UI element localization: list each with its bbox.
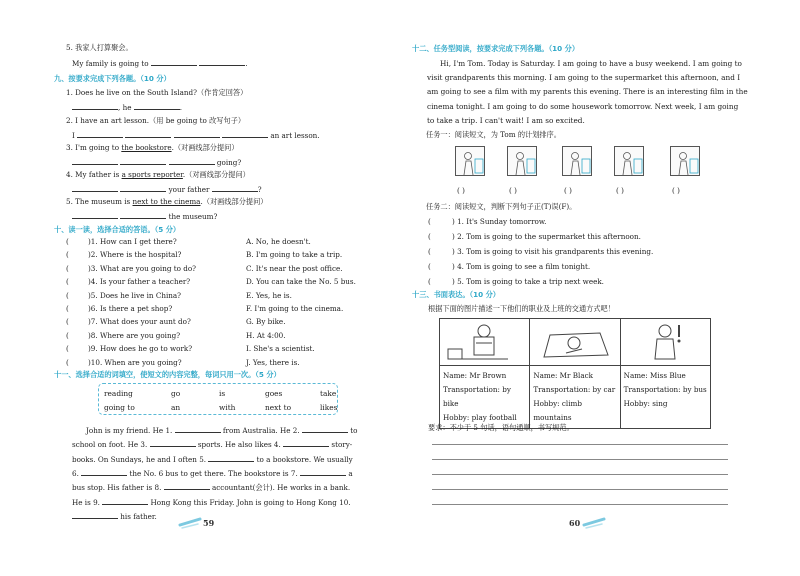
person-1-info [440, 366, 530, 429]
task-2: 任务二：阅读短文，判断下列句子正(T)误(F)。 [426, 202, 577, 211]
person-name: Name: Mr Black [533, 371, 594, 380]
match-question[interactable]: )7. What does your aunt do? [88, 317, 191, 327]
answer-line[interactable] [432, 444, 728, 445]
passage-text: a [348, 468, 353, 478]
blank[interactable] [151, 58, 197, 66]
s9-q3-answer [72, 157, 241, 168]
s9-q4 [66, 170, 250, 180]
word-bank-word: reading [104, 389, 133, 398]
match-answer: D. You can take the No. 5 bus. [246, 277, 356, 287]
passage-text: He is 9. [72, 497, 100, 507]
section-10-title: 十、读一读，选择合适的答语。（5 分） [54, 225, 181, 234]
person-transport: Transportation: by bike [443, 385, 511, 408]
underlined-phrase: the bookstore [121, 143, 172, 152]
passage-text: accountant(会计). He works in a bank. [211, 483, 351, 493]
text: I [72, 131, 75, 140]
blank[interactable] [212, 184, 258, 192]
shopping-picture [614, 146, 644, 176]
text: 3. I'm going to [66, 143, 122, 152]
match-answer: J. Yes, there is. [246, 357, 300, 367]
paren: ( [66, 277, 69, 287]
bus-rider-picture [621, 319, 709, 363]
order-answer-blank[interactable]: ( ) [457, 186, 465, 195]
s9-q1-answer [72, 102, 182, 113]
text: , he [118, 103, 132, 112]
text: your father [168, 185, 210, 194]
word-bank-word: with [219, 403, 236, 412]
passage-text: from Australia. He 2. [222, 426, 300, 435]
reading-line: to take a trip. I can't wait! I am so excited. [427, 115, 585, 125]
blank[interactable] [125, 130, 171, 138]
blank[interactable] [72, 184, 118, 192]
order-answer-blank[interactable]: ( ) [564, 186, 572, 195]
passage-text: story- [331, 440, 353, 450]
match-answer: H. At 4:00. [246, 330, 286, 340]
pic-cell [620, 319, 710, 366]
passage-line [72, 454, 353, 465]
q5-chinese: 5. 我家人打算聚会。 [66, 43, 133, 52]
passage-text: to [350, 426, 358, 435]
paren: ( [66, 357, 69, 367]
s9-q3 [66, 143, 239, 153]
passage-text: bus stop. His father is 8. [72, 483, 162, 493]
text: .（对画线部分提问） [182, 170, 250, 179]
family-visit-picture [455, 146, 485, 176]
answer-line[interactable] [432, 504, 728, 505]
trip-picture [670, 146, 700, 176]
section-9-title: 九、按要求完成下列各题。（10 分） [54, 74, 171, 83]
car-driver-picture [530, 319, 618, 363]
paren: ( [428, 247, 431, 256]
paren: ( [66, 317, 69, 327]
passage-text: 6. [72, 468, 79, 478]
q5-period: . [245, 59, 248, 68]
match-question[interactable]: )8. Where are you going? [88, 330, 181, 340]
word-bank-word: take [320, 389, 337, 398]
match-answer: B. I'm going to take a trip. [246, 250, 343, 260]
text: ? [257, 185, 262, 194]
blank[interactable] [72, 211, 118, 219]
section-13-title: 十三、书面表达。（10 分） [412, 290, 500, 299]
cyclist-picture [440, 319, 528, 363]
word-bank-word: an [171, 403, 181, 412]
answer-line[interactable] [432, 489, 728, 490]
s9-q1: 1. Does he live on the South Island?（作肯定回答） [66, 88, 248, 97]
page-number: 59 [203, 518, 215, 528]
reading-line: visit grandparents this morning. I am going to the supermarket this afternoon, and I [427, 73, 741, 83]
text: 4. My father is [66, 170, 122, 179]
passage-text: sports. He also likes 4. [197, 440, 281, 450]
match-question[interactable]: )9. How does he go to work? [88, 344, 193, 354]
passage-text: school on foot. He 3. [72, 440, 148, 450]
page-number: 60 [569, 518, 581, 528]
passage-text: to a bookstore. We usually [256, 454, 353, 464]
passage-line [72, 468, 353, 479]
person-name: Name: Miss Blue [623, 371, 686, 380]
word-bank-word: go [171, 389, 181, 398]
order-answer-blank[interactable]: ( ) [616, 186, 624, 195]
passage-line [72, 482, 350, 493]
passage-text: his father. [120, 511, 157, 521]
match-question[interactable]: )4. Is your father a teacher? [88, 277, 191, 287]
match-question[interactable]: )3. What are you going to do? [88, 263, 197, 273]
match-question[interactable]: )6. Is there a pet shop? [88, 304, 173, 313]
match-question[interactable]: )5. Does he live in China? [88, 290, 182, 300]
passage-text: books. On Sundays, he and I often 5. [72, 454, 207, 464]
blank[interactable] [174, 130, 220, 138]
tf-statement[interactable]: ) 2. Tom is going to the supermarket this afternoon. [452, 232, 641, 241]
blank[interactable] [150, 439, 196, 447]
cinema-picture [507, 146, 537, 176]
s9-q5 [66, 197, 267, 207]
answer-line[interactable] [432, 474, 728, 475]
tf-statement[interactable]: ) 3. Tom is going to visit his grandparents this evening. [452, 247, 654, 256]
word-bank-word: next to [265, 403, 292, 412]
word-bank-word: is [219, 389, 226, 398]
word-bank-word: going to [104, 403, 135, 412]
blank[interactable] [120, 211, 166, 219]
writing-prompt: 根据下面的图片描述一下他们的职业及上班的交通方式吧！ [428, 304, 615, 313]
text: an art lesson. [270, 131, 320, 140]
blank[interactable] [175, 425, 221, 433]
blank[interactable] [120, 157, 166, 165]
pencil-icon [178, 515, 204, 529]
q5-answer-line [72, 58, 248, 69]
text: .（对画线部分提问） [200, 197, 268, 206]
underlined-phrase: next to the cinema [132, 197, 201, 206]
passage-text: John is my friend. He 1. [86, 426, 173, 435]
housework-picture [562, 146, 592, 176]
q5-text: My family is going to [72, 59, 149, 68]
pencil-icon [582, 515, 608, 529]
blank[interactable] [72, 157, 118, 165]
passage-line [72, 439, 352, 450]
s9-q5-answer [72, 211, 217, 222]
person-hobby: Hobby: sing [623, 399, 668, 408]
person-transport: Transportation: by bus [623, 385, 707, 394]
passage-line [86, 425, 357, 436]
passage-line [72, 511, 157, 522]
task-1: 任务一：阅读短文，为 Tom 的计划排序。 [426, 130, 561, 139]
match-question[interactable]: )1. How can I get there? [88, 237, 177, 246]
text: . [179, 103, 183, 112]
paren: ( [66, 250, 69, 260]
paren: ( [66, 304, 69, 313]
passage-text: the No. 6 bus to get there. The bookstore is 7. [129, 468, 298, 478]
blank[interactable] [302, 425, 348, 433]
match-answer: C. It's near the post office. [246, 263, 343, 273]
tf-statement[interactable]: ) 5. Tom is going to take a trip next week. [452, 277, 604, 286]
blank[interactable] [283, 439, 329, 447]
blank[interactable] [164, 482, 210, 490]
pic-cell [530, 319, 620, 366]
section-12-title: 十二、任务型阅读，按要求完成下列各题。（10 分） [412, 44, 580, 53]
jobs-table [439, 318, 711, 429]
match-answer: E. Yes, he is. [246, 290, 292, 300]
blank[interactable] [81, 468, 127, 476]
blank[interactable] [102, 497, 148, 505]
person-3-info [620, 366, 710, 429]
paren: ( [428, 262, 431, 271]
person-hobby: Hobby: play football [443, 413, 517, 422]
person-name: Name: Mr Brown [443, 371, 507, 380]
paren: ( [66, 263, 69, 273]
person-transport: Transportation: by car [533, 385, 616, 394]
passage-text: Hong Kong this Friday. John is going to Hong Kong 10. [150, 497, 351, 507]
person-hobby: Hobby: climb mountains [533, 399, 582, 422]
underlined-phrase: a sports reporter [121, 170, 183, 179]
match-answer: A. No, he doesn't. [246, 237, 311, 246]
match-answer: F. I'm going to the cinema. [246, 304, 344, 313]
passage-line [72, 497, 351, 508]
paren: ( [66, 330, 69, 340]
word-bank-word: goes [265, 389, 283, 398]
blank[interactable] [134, 102, 183, 112]
blank[interactable] [222, 130, 268, 138]
paren: ( [428, 277, 431, 286]
match-question[interactable]: )10. When are you going? [88, 357, 182, 367]
text: going? [216, 158, 242, 167]
match-answer: I. She's a scientist. [246, 344, 315, 354]
s9-q2-answer [72, 130, 320, 141]
blank[interactable] [208, 454, 254, 462]
order-answer-blank[interactable]: ( ) [509, 186, 517, 195]
order-answer-blank[interactable]: ( ) [672, 186, 680, 195]
text: .（对画线部分提问） [171, 143, 239, 152]
blank[interactable] [300, 468, 346, 476]
s9-q4-answer [72, 184, 262, 195]
blank[interactable] [199, 58, 248, 68]
pic-cell [440, 319, 530, 366]
reading-line: cinema tonight. I am going to do some housework tomorrow. Next week, I am going [427, 101, 739, 111]
reading-line: am going to see a film with my parents this evening. There is an interesting film in the [427, 87, 748, 97]
blank[interactable] [72, 102, 118, 110]
section-11-title: 十一、选择合适的词填空，使短文的内容完整，每词只用一次。（5 分） [54, 370, 281, 379]
paren: ( [66, 290, 69, 300]
paren: ( [428, 217, 431, 226]
blank[interactable] [72, 511, 118, 519]
reading-line: Hi, I'm Tom. Today is Saturday. I am going to have a busy weekend. I am going to [440, 59, 742, 68]
paren: ( [66, 237, 69, 246]
answer-line[interactable] [432, 459, 728, 460]
person-2-info [530, 366, 620, 429]
text: 5. The museum is [66, 197, 133, 206]
text: the museum? [168, 212, 218, 221]
tf-statement[interactable]: ) 1. It's Sunday tomorrow. [452, 217, 547, 226]
match-answer: G. By bike. [246, 317, 286, 327]
blank[interactable] [169, 157, 215, 165]
word-bank-word: likes [320, 403, 338, 412]
writing-requirement: 要求：不少于 5 句话，语句通顺，书写规范。 [428, 423, 574, 432]
blank[interactable] [120, 184, 166, 192]
blank[interactable] [77, 130, 123, 138]
paren: ( [428, 232, 431, 241]
match-question[interactable]: )2. Where is the hospital? [88, 250, 182, 260]
tf-statement[interactable]: ) 4. Tom is going to see a film tonight. [452, 262, 591, 271]
paren: ( [66, 344, 69, 354]
s9-q2: 2. I have an art lesson.（用 be going to 改写句子） [66, 116, 246, 125]
